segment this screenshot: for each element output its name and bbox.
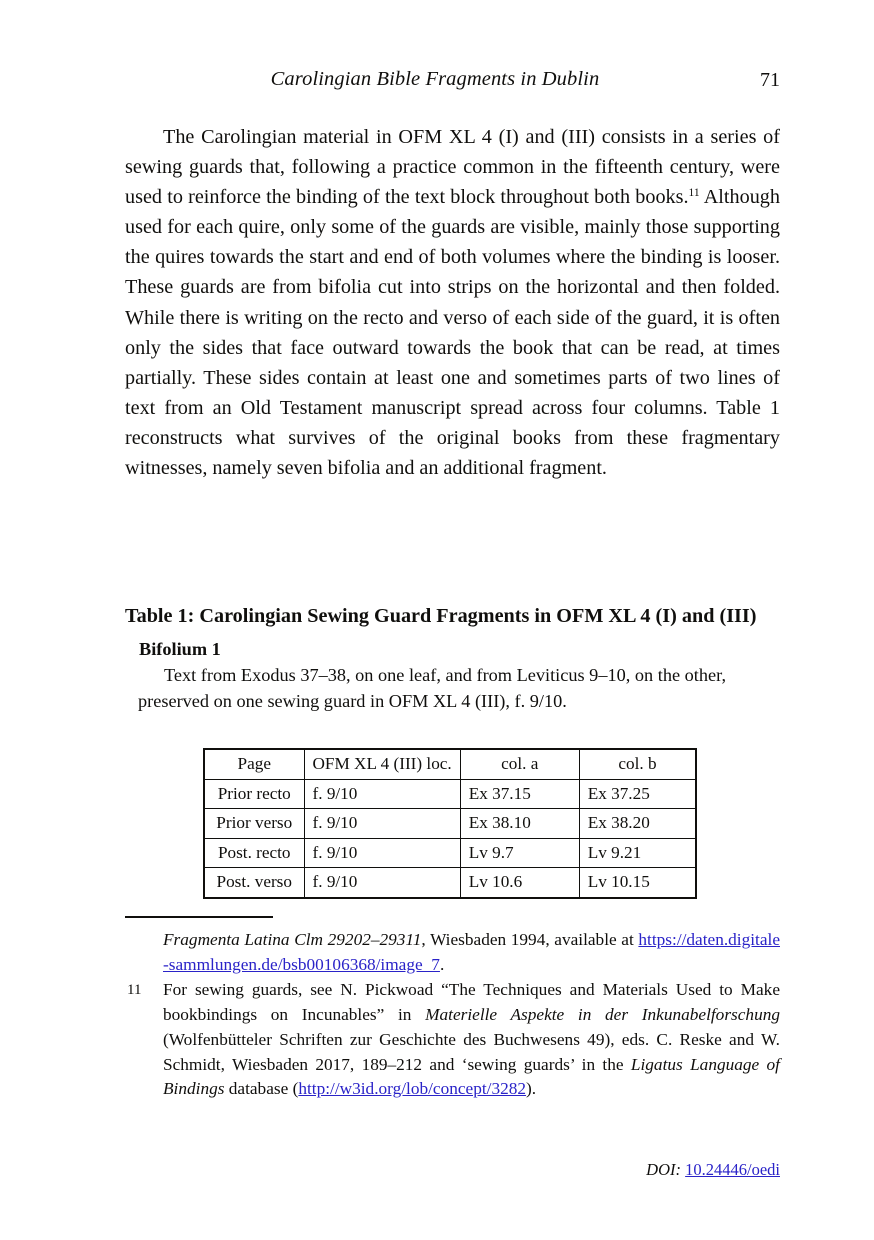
cell-page: Post. verso (204, 868, 304, 898)
sewing-guard-table-container (203, 748, 697, 899)
cell-page: Prior recto (204, 779, 304, 809)
cell-col-b: Ex 38.20 (579, 809, 696, 839)
cell-location: f. 9/10 (304, 838, 460, 868)
footnote-ligatus-link[interactable]: http://w3id.org/lob/concept/3282 (298, 1079, 527, 1099)
footnote-continued-text: , Wiesbaden 1994, available at (421, 930, 639, 949)
cell-location: f. 9/10 (304, 868, 460, 898)
column-header-page: Page (204, 749, 304, 779)
doi-line (646, 1160, 780, 1180)
column-header-col-b: col. b (579, 749, 696, 779)
footnote-segment-2: (Wolfenbütteler Schriften zur Geschichte des Buchwesens 49), eds. C. Reske and W. Schmidt, Wiesbaden 2017, 189–212 and ‘sewing guards’ in the (163, 1029, 780, 1074)
table-header (204, 749, 696, 779)
cell-col-b: Lv 10.15 (579, 868, 696, 898)
body-text-block (125, 122, 780, 483)
cell-page: Prior verso (204, 809, 304, 839)
page-number: 71 (760, 69, 780, 91)
footnote-segment-4: ). (526, 1079, 537, 1099)
column-header-col-a: col. a (460, 749, 579, 779)
cell-col-b: Lv 9.21 (579, 838, 696, 868)
footnotes-area (125, 916, 780, 1102)
table-row (204, 809, 696, 839)
footnote-separator-rule (125, 916, 273, 918)
footnote-segment-3: database ( (224, 1079, 299, 1099)
footnote-continued-italic-title: Fragmenta Latina Clm 29202–29311 (163, 930, 422, 949)
cell-col-a: Lv 9.7 (460, 838, 579, 868)
footnote-11 (125, 978, 780, 1102)
table-row (204, 779, 696, 809)
running-head (125, 68, 780, 98)
table-row (204, 838, 696, 868)
table-header-row (204, 749, 696, 779)
bifolium-heading: Bifolium 1 (139, 639, 221, 659)
doi-link[interactable]: 10.24446/oedi (685, 1160, 780, 1179)
table-row (204, 868, 696, 898)
footnote-continued-tail: . (439, 954, 445, 974)
footnote-italic-title-1: Materielle Aspekte in der Inkunabelforschung (425, 1005, 780, 1025)
running-head-title: Carolingian Bible Fragments in Dublin (270, 68, 600, 90)
doi-label: DOI: (646, 1160, 686, 1179)
cell-col-a: Ex 37.15 (460, 779, 579, 809)
footnote-segment-1: For sewing guards, see N. Pickwoad “The Techniques and Materials Used to Make bookbindings on Incunables” in (163, 980, 780, 1025)
cell-location: f. 9/10 (304, 809, 460, 839)
footnote-reference-marker[interactable]: 11 (688, 187, 700, 200)
cell-location: f. 9/10 (304, 779, 460, 809)
cell-page: Post. recto (204, 838, 304, 868)
bifolium-description: Text from Exodus 37–38, on one leaf, and from Leviticus 9–10, on the other, preserved on one sewing guard in OFM XL 4 (III), f. 9/10. (138, 665, 727, 711)
cell-col-a: Lv 10.6 (460, 868, 579, 898)
body-paragraph (125, 122, 780, 483)
sewing-guard-table (203, 748, 697, 899)
cell-col-b: Ex 37.25 (579, 779, 696, 809)
column-header-location: OFM XL 4 (III) loc. (304, 749, 460, 779)
table-body (204, 779, 696, 898)
table-section (125, 602, 780, 714)
paragraph-segment-1: The Carolingian material in OFM XL 4 (I) and (III) consists in a series of sewing guards that, following a practice common in the fifteenth century, were used to reinforce the binding of the text block throughout both books. (125, 126, 780, 209)
footnote-number: 11 (127, 982, 142, 999)
footnote-continued-link[interactable]: https://daten.digitale-sammlungen.de/bsb00106368/image_7 (163, 930, 780, 974)
table-caption: Table 1: Carolingian Sewing Guard Fragments in OFM XL 4 (I) and (III) (125, 605, 757, 627)
footnote-continued (163, 928, 780, 977)
footnote-italic-title-2: Ligatus Language of Bindings (163, 1054, 780, 1099)
paragraph-segment-2: Although used for each quire, only some of the guards are visible, mainly those supporting the quires towards the start and end of both volumes where the binding is looser. These guards are from bifolia cut into strips on the horizontal and then folded. While there is writing on the recto and verso of each side of the guard, it is often only the sides that face outward towards the book that can be read, at times partially. These sides contain at least one and sometimes parts of two lines of text from an Old Testament manuscript spread across four columns. Table 1 reconstructs what survives of the original books from these fragmentary witnesses, namely seven bifolia and an additional fragment. (125, 186, 780, 480)
cell-col-a: Ex 38.10 (460, 809, 579, 839)
